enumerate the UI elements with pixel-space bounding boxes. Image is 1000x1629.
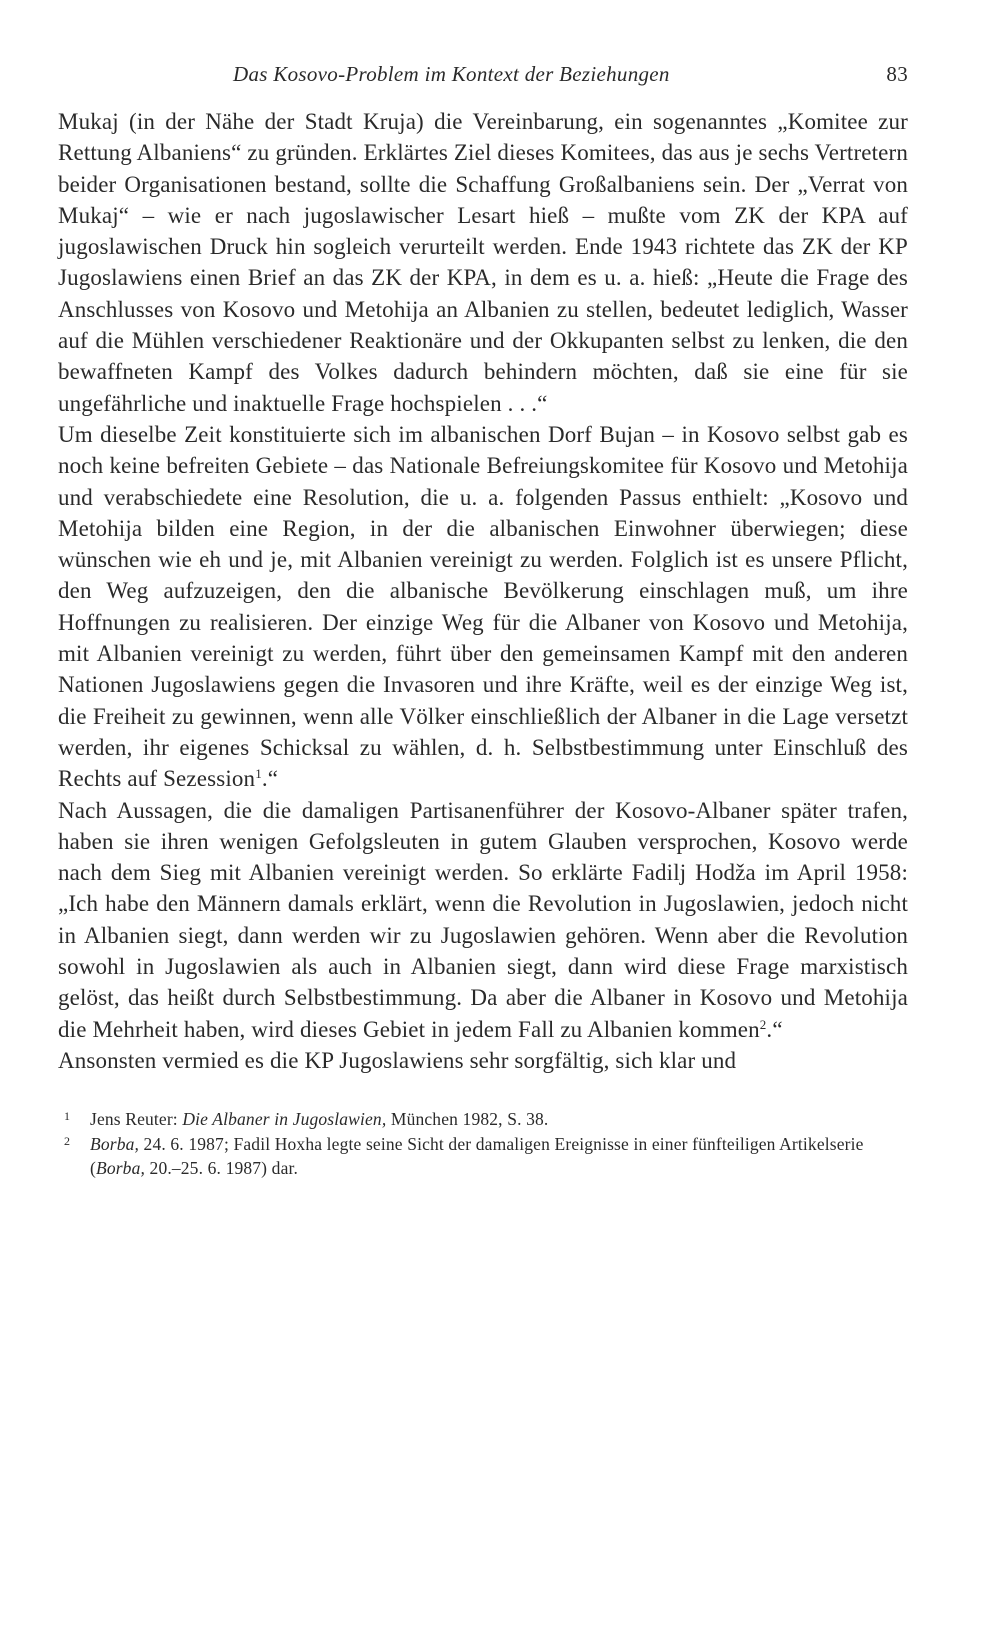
running-title: Das Kosovo-Problem im Kontext der Beziehungen [233, 62, 670, 86]
footnotes [58, 1107, 908, 1181]
footnote-text [90, 1107, 908, 1132]
footnote-1 [58, 1107, 908, 1132]
footnote-source: Borba, [90, 1133, 140, 1154]
footnote-body: 24. 6. 1987; Fadil Hoxha legte seine Sicht der damaligen Ereignisse in einer fünfteiligen Artikelserie ( [90, 1133, 864, 1179]
paragraph-1: Mukaj (in der Nähe der Stadt Kruja) die Vereinbarung, ein sogenanntes „Komitee zur Rettung Albaniens“ zu gründen. Erklärtes Ziel dieses Komitees, das aus je sechs Vertretern beider Organisationen bestand, sollte die Schaffung Großalbaniens sein. Der „Verrat von Mukaj“ – wie er nach jugoslawischer Lesart hieß – mußte vom ZK der KPA auf jugoslawischen Druck hin sogleich verurteilt werden. Ende 1943 richtete das ZK der KP Jugoslawiens einen Brief an das ZK der KPA, in dem es u. a. hieß: „Heute die Frage des Anschlusses von Kosovo und Metohija an Albanien zu stellen, bedeutet lediglich, Wasser auf die Mühlen verschiedener Reaktionäre und der Okkupanten selbst zu lenken, die den bewaffneten Kampf des Volkes dadurch behindern möchten, daß sie eine für sie ungefährliche und inaktuelle Frage hochspielen . . .“ [58, 109, 908, 416]
footnote-book-title: Die Albaner in Jugoslawien, [182, 1109, 387, 1130]
footnote-2 [58, 1132, 908, 1181]
paragraph-4: Ansonsten vermied es die KP Jugoslawiens sehr sorgfältig, sich klar und [58, 1047, 737, 1073]
footnote-text [90, 1132, 908, 1181]
paragraph-2-text: Um dieselbe Zeit konstituierte sich im albanischen Dorf Bujan – in Kosovo selbst gab es noch keine befreiten Gebiete – das Nationale Befreiungskomitee für Kosovo und Metohija und verabschiedete eine Resolution, die u. a. folgenden Passus enthielt: „Kosovo und Metohija bilden eine Region, in der die albanischen Einwohner überwiegen; diese wünschen wie eh und je, mit Albanien vereinigt zu werden. Folglich ist es unsere Pflicht, den Weg aufzuzeigen, den die albanische Bevölkerung einschlagen muß, um ihre Hoffnungen zu realisieren. Der einzige Weg für die Albaner von Kosovo und Metohija, mit Albanien vereinigt zu werden, führt über den gemeinsamen Kampf mit den anderen Nationen Jugoslawiens gegen die Invasoren und ihre Kräfte, weil es der einzige Weg ist, die Freiheit zu gewinnen, wenn alle Völker einschließlich der Albaner in die Lage versetzt werden, ihr eigenes Schicksal zu wählen, d. h. Selbstbestimmung unter Einschluß des Rechts auf Sezession [58, 421, 908, 792]
page-number: 83 [886, 62, 908, 86]
footnote-imprint: München 1982, S. 38. [386, 1109, 549, 1130]
book-page [58, 62, 908, 1181]
paragraph-3-text: Nach Aussagen, die die damaligen Partisanenführer der Kosovo-Albaner später trafen, haben sie ihren wenigen Gefolgsleuten in gutem Glauben versprochen, Kosovo werde nach dem Sieg mit Albanien vereinigt werden. So erklärte Fadilj Hodža im April 1958: „Ich habe den Männern damals erklärt, wenn die Revolution in Jugoslawien, jedoch nicht in Albanien siegt, dann werden wir zu Jugoslawien gehören. Wenn aber die Revolution sowohl in Jugoslawien als auch in Albanien siegt, dann wird diese Frage marxistisch gelöst, das heißt durch Selbstbestimmung. Da aber die Albaner in Kosovo und Metohija die Mehrheit haben, wird dieses Gebiet in jedem Fall zu Albanien kommen [58, 797, 908, 1042]
footnote-number: 1 [64, 1109, 71, 1124]
paragraph-2 [58, 419, 908, 795]
footnote-number: 2 [64, 1133, 71, 1148]
footnote-author: Jens Reuter: [90, 1109, 183, 1130]
main-text [58, 106, 908, 1076]
footnote-source-2: Borba, [95, 1158, 146, 1179]
paragraph-3 [58, 795, 908, 1045]
footnote-ref-2: 2 [759, 1016, 767, 1032]
paragraph-2-end: .“ [261, 766, 279, 792]
running-header [58, 62, 908, 92]
footnote-body-end: 20.–25. 6. 1987) dar. [145, 1158, 299, 1179]
paragraph-3-end: .“ [766, 1016, 783, 1042]
footnote-ref-1: 1 [255, 766, 262, 782]
